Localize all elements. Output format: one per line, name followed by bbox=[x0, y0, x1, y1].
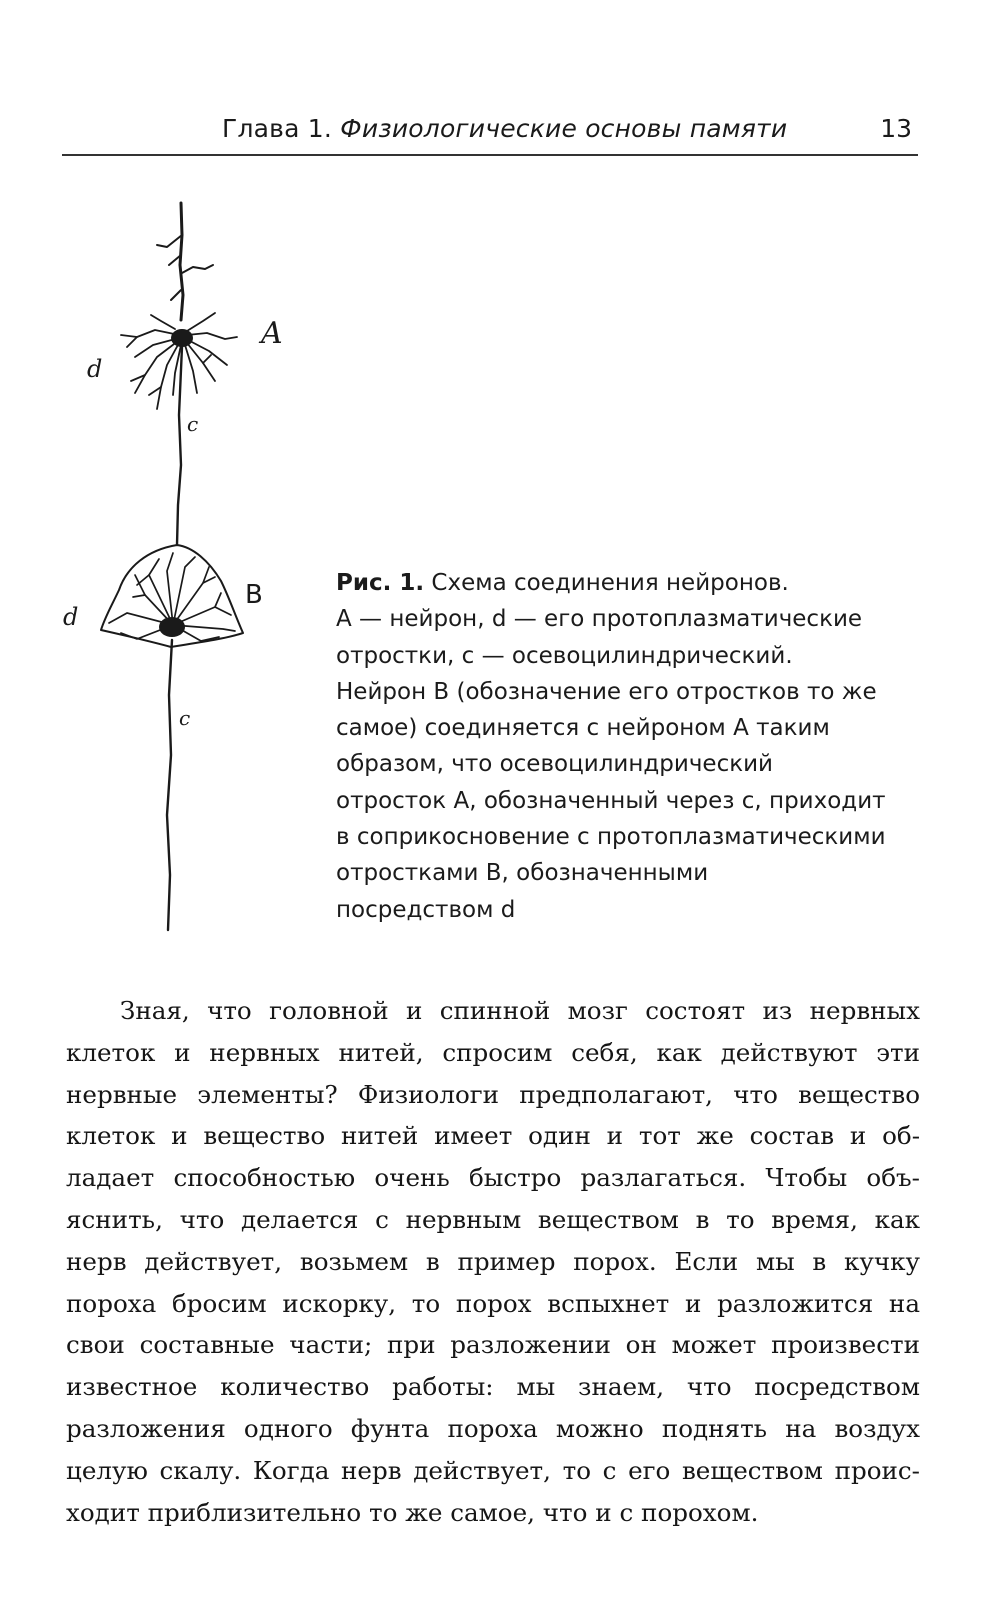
label-c-bottom: c bbox=[179, 706, 191, 730]
axon-a bbox=[177, 347, 182, 545]
body-line: нервные элементы? Физиологи предполагают, что вещество bbox=[66, 1079, 920, 1109]
label-a: A bbox=[261, 316, 283, 351]
neuron-a-soma bbox=[171, 329, 193, 347]
caption-line: Рис. 1. Схема соединения нейронов. bbox=[336, 570, 789, 596]
body-line: целую скалу. Когда нерв действует, то с его веществом проис- bbox=[66, 1455, 920, 1485]
body-line: известное количество работы: мы знаем, что посредством bbox=[66, 1372, 920, 1402]
label-d-bottom: d bbox=[63, 603, 79, 631]
neuron-b-soma bbox=[159, 617, 185, 637]
body-line: нерв действует, возьмем в пример порох. Если мы в кучку bbox=[66, 1246, 920, 1276]
page-number: 13 bbox=[880, 114, 912, 143]
chapter-title: Физиологические основы памяти bbox=[340, 114, 788, 143]
caption-line: самое) соединяется с нейроном A таким bbox=[336, 715, 830, 742]
header-title bbox=[222, 114, 787, 143]
label-b: B bbox=[245, 580, 263, 610]
neuron-a-apical-dendrite bbox=[180, 203, 183, 320]
neuron-diagram bbox=[63, 195, 315, 935]
caption-line: отросток A, обозначенный через c, приходит bbox=[336, 787, 886, 814]
chapter-label: Глава 1. bbox=[222, 114, 332, 143]
caption-line: в соприкосновение с протоплазматическими bbox=[336, 824, 886, 851]
body-line: свои составные части; при разложении он может произвести bbox=[66, 1330, 920, 1360]
figure-caption bbox=[336, 565, 926, 928]
caption-line: посредством d bbox=[336, 896, 516, 923]
body-line: разложения одного фунта пороха можно поднять на воздух bbox=[66, 1413, 920, 1443]
caption-line: отростки, c — осевоцилиндрический. bbox=[336, 642, 793, 669]
axon-b bbox=[167, 640, 172, 930]
caption-line: A — нейрон, d — его протоплазматические bbox=[336, 606, 863, 633]
body-line: Зная, что головной и спинной мозг состоят из нервных bbox=[120, 996, 920, 1025]
body-line: пороха бросим искорку, то порох вспыхнет и разложится на bbox=[66, 1288, 920, 1318]
body-line: яснить, что делается с нервным веществом в то время, как bbox=[66, 1204, 920, 1234]
body-paragraph bbox=[66, 990, 920, 1533]
body-line: клеток и вещество нитей имеет один и тот же состав и об- bbox=[66, 1121, 920, 1151]
caption-line: отростками B, обозначенными bbox=[336, 860, 709, 887]
caption-line: Нейрон B (обозначение его отростков то же bbox=[336, 678, 877, 705]
body-line: ходит приблизительно то же самое, что и с порохом. bbox=[66, 1497, 759, 1527]
label-c-top: c bbox=[187, 412, 199, 436]
body-line: клеток и нервных нитей, спросим себя, как действуют эти bbox=[66, 1037, 920, 1067]
neuron-figure bbox=[63, 195, 315, 935]
caption-line: образом, что осевоцилиндрический bbox=[336, 751, 773, 778]
caption-label: Рис. 1. bbox=[336, 570, 425, 596]
body-line: ладает способностью очень быстро разлагаться. Чтобы объ- bbox=[66, 1163, 920, 1193]
running-header bbox=[62, 112, 918, 156]
label-d-top: d bbox=[87, 355, 103, 383]
